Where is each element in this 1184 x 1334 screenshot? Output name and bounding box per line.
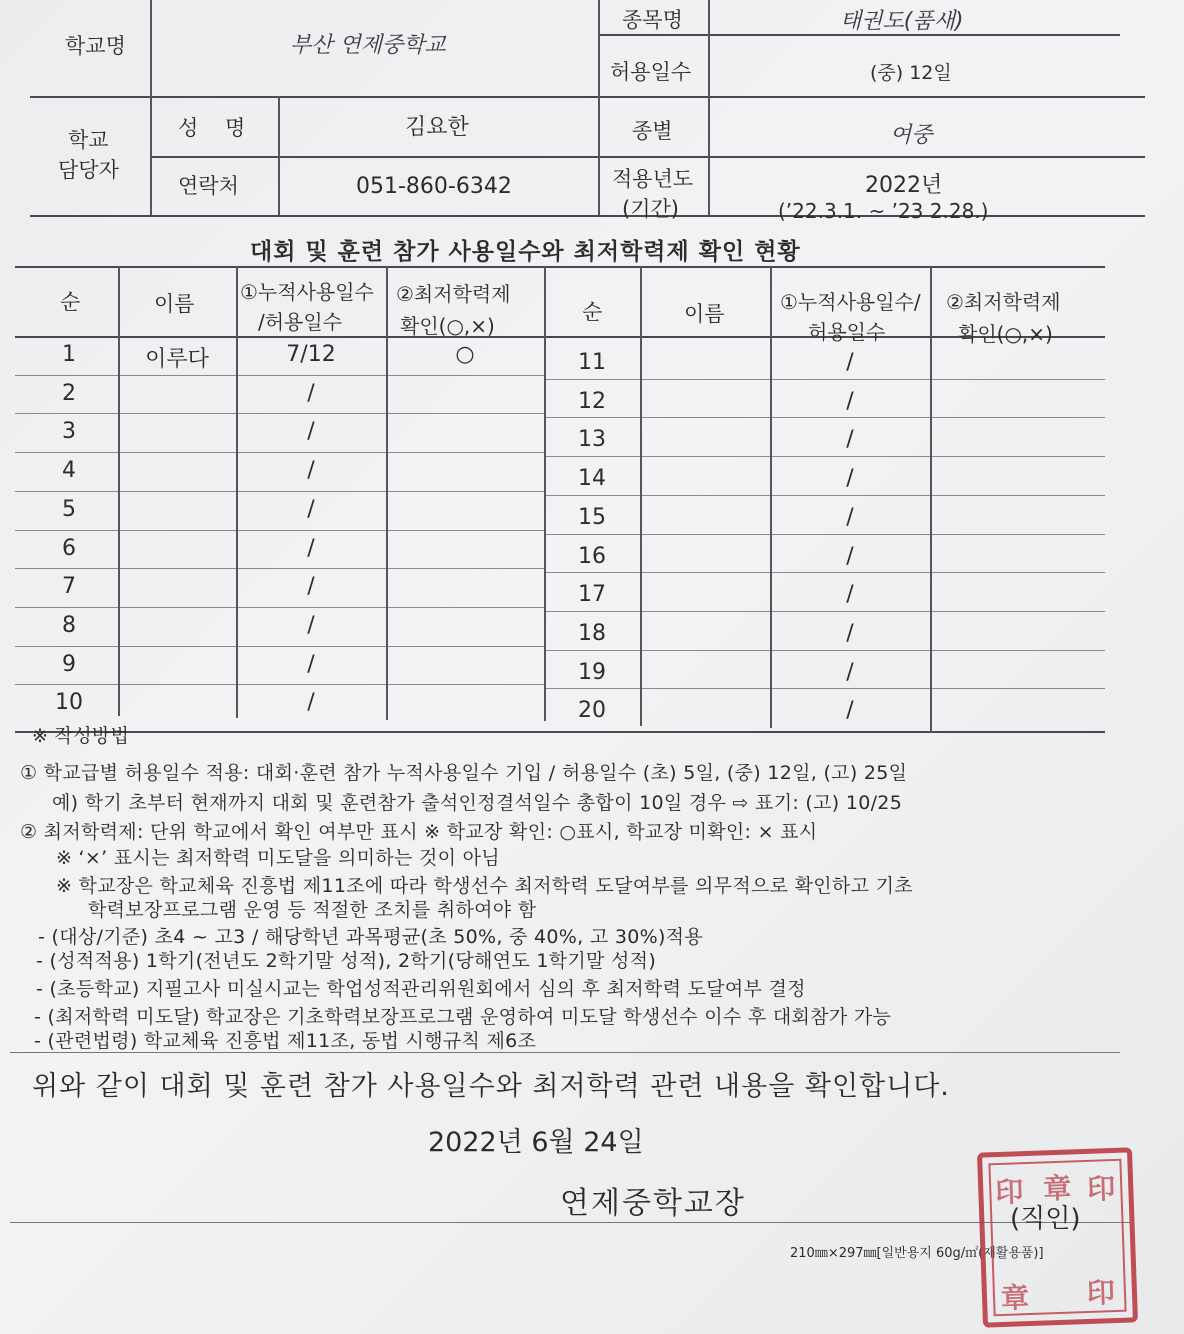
rule (598, 0, 600, 215)
note-2a: ② 최저학력제: 단위 학교에서 확인 여부만 표시 ※ 학교장 확인: ○표시, 학교장 미확인: × 표시 (20, 821, 818, 843)
col-min-header-1: ②최저학력제 (396, 282, 511, 306)
col-min-header-right-1: ②최저학력제 (946, 290, 1061, 314)
detail-3: - (초등학교) 지필고사 미실시교는 학업성적관리위원회에서 심의 후 최저학력 도달여부 결정 (36, 978, 806, 1000)
col-days-header-right-1: ①누적사용일수/ (780, 290, 921, 314)
event-label: 종목명 (622, 8, 683, 32)
detail-2: - (성적적용) 1학기(전년도 2학기말 성적), 2학기(당해연도 1학기말 성적) (36, 950, 657, 972)
row-days: / (307, 574, 315, 600)
row-days: / (846, 350, 854, 375)
note-2c: ※ 학교장은 학교체육 진흥법 제11조에 따라 학생선수 최저학력 도달여부를 의무적으로 확인하고 기초 (56, 875, 913, 897)
note-2d: 학력보장프로그램 운영 등 적절한 조치를 취하여야 함 (88, 899, 537, 921)
row-days: 7/12 (286, 342, 336, 367)
row-days: / (307, 458, 315, 484)
col-min-header-right-2: 확인(○,×) (958, 322, 1053, 346)
paper-spec: 210㎜×297㎜[일반용지 60g/㎡(재활용품)] (790, 1246, 1044, 1261)
row-number: 16 (578, 543, 606, 569)
row-number: 15 (578, 504, 606, 530)
row-days: / (846, 698, 854, 724)
school-seal-stamp: 印 章 印 章 印 (977, 1147, 1138, 1327)
rule (30, 96, 1145, 98)
rule (640, 266, 642, 726)
section-title: 대회 및 훈련 참가 사용일수와 최저학력제 확인 현황 (250, 239, 801, 265)
row-rule (545, 417, 1105, 418)
note-1b: 예) 학기 초부터 현재까지 대회 및 훈련참가 출석인정결석일수 총합이 10일 경우 ⇨ 표기: (고) 10/25 (52, 792, 903, 814)
row-number: 4 (62, 458, 76, 484)
row-number: 11 (578, 350, 606, 375)
detail-4: - (최저학력 미도달) 학교장은 기초학력보장프로그램 운영하여 미도달 학생선수 이수 후 대회참가 가능 (34, 1006, 892, 1028)
row-rule (15, 413, 545, 414)
row-rule (545, 688, 1105, 689)
row-number: 3 (62, 419, 76, 445)
year-value: 2022년 (865, 173, 943, 198)
note-1a: ① 학교급별 허용일수 적용: 대회·훈련 참가 누적사용일수 기입 / 허용일수 (초) 5일, (중) 12일, (고) 25일 (20, 762, 908, 784)
col-no-header-right: 순 (582, 300, 603, 324)
row-days: / (846, 466, 854, 492)
manager-label-2: 담당자 (58, 158, 119, 182)
rule (10, 1222, 1130, 1223)
row-rule (15, 568, 545, 569)
detail-5: - (관련법령) 학교체육 진흥법 제11조, 동법 시행규칙 제6조 (34, 1030, 537, 1052)
principal-title: 연제중학교장 (560, 1186, 746, 1221)
row-rule (545, 534, 1105, 535)
manager-label-1: 학교 (68, 128, 109, 152)
row-days: / (846, 620, 854, 646)
notes-heading: ※ 작성방법 (32, 725, 130, 747)
year-label-1: 적용년도 (612, 167, 694, 191)
row-days: / (307, 419, 315, 445)
row-rule (15, 375, 545, 376)
col-name-header: 이름 (154, 292, 195, 316)
row-number: 12 (578, 388, 606, 414)
school-label: 학교명 (65, 34, 126, 58)
row-number: 2 (62, 380, 76, 406)
row-days: / (307, 651, 315, 677)
row-rule (15, 530, 545, 531)
allowed-days-value: (중) 12일 (870, 62, 952, 84)
row-days: / (846, 582, 854, 608)
contact-label: 연락처 (178, 174, 239, 198)
row-days: / (307, 535, 315, 561)
rule (544, 266, 546, 721)
col-days-header-right-2: 허용일수 (808, 320, 886, 344)
row-days: / (846, 659, 854, 685)
name-value: 김요한 (405, 115, 469, 140)
col-days-header-1: ①누적사용일수 (240, 280, 374, 304)
row-number: 9 (62, 651, 76, 677)
confirm-statement: 위와 같이 대회 및 훈련 참가 사용일수와 최저학력 관련 내용을 확인합니다. (32, 1071, 950, 1102)
col-days-header-2: /허용일수 (258, 310, 343, 334)
row-days: / (307, 496, 315, 522)
rule (15, 266, 1105, 268)
row-number: 13 (578, 427, 606, 453)
row-rule (545, 572, 1105, 573)
rule (930, 266, 932, 732)
row-rule (545, 611, 1105, 612)
row-number: 5 (62, 496, 76, 522)
row-number: 10 (55, 690, 83, 716)
row-rule (545, 456, 1105, 457)
rule (236, 266, 238, 718)
row-name: 이루다 (145, 347, 209, 372)
allowed-days-label: 허용일수 (610, 60, 692, 84)
detail-1: - (대상/기준) 초4 ~ 고3 / 해당학년 과목평균(초 50%, 중 40%, 고 30%)적용 (38, 926, 703, 948)
row-days: / (846, 427, 854, 453)
row-rule (545, 650, 1105, 651)
seal-label: (직인) (1010, 1204, 1081, 1234)
row-rule (545, 495, 1105, 496)
type-value: 여중 (890, 123, 933, 148)
rule (15, 731, 1105, 733)
row-number: 19 (578, 659, 606, 685)
row-number: 8 (62, 612, 76, 638)
school-value: 부산 연제중학교 (290, 33, 446, 58)
row-days: / (307, 380, 315, 406)
rule (15, 336, 1105, 338)
row-number: 20 (578, 698, 606, 724)
year-label-2: (기간) (622, 197, 679, 221)
rule (10, 1052, 1120, 1053)
row-number: 17 (578, 582, 606, 608)
rule (150, 0, 152, 215)
rule (150, 156, 1145, 158)
note-2b: ※ ‘×’ 표시는 최저학력 미도달을 의미하는 것이 아님 (56, 847, 500, 869)
row-days: / (307, 690, 315, 716)
row-rule (15, 607, 545, 608)
row-days: / (846, 388, 854, 414)
row-days: / (846, 543, 854, 569)
type-label: 종별 (632, 119, 673, 143)
col-min-header-2: 확인(○,×) (400, 314, 495, 338)
row-days: / (846, 504, 854, 530)
row-number: 18 (578, 620, 606, 646)
row-rule (15, 684, 545, 685)
rule (278, 96, 280, 215)
row-check: ○ (455, 342, 475, 367)
row-rule (545, 379, 1105, 380)
period-value: (’22.3.1. ~ ’23 2.28.) (778, 199, 989, 223)
row-rule (15, 452, 545, 453)
row-rule (15, 491, 545, 492)
issue-date: 2022년 6월 24일 (428, 1127, 644, 1158)
rule (118, 266, 120, 716)
col-name-header-right: 이름 (684, 302, 725, 326)
row-number: 14 (578, 466, 606, 492)
rule (708, 0, 710, 215)
row-rule (15, 646, 545, 647)
name-label: 성 명 (178, 116, 256, 140)
row-number: 7 (62, 574, 76, 600)
rule (386, 266, 388, 720)
row-number: 1 (62, 342, 76, 367)
col-no-header: 순 (60, 290, 81, 314)
contact-value: 051-860-6342 (356, 174, 512, 199)
event-value: 태권도(품새) (840, 9, 964, 34)
row-days: / (307, 612, 315, 638)
row-number: 6 (62, 535, 76, 561)
